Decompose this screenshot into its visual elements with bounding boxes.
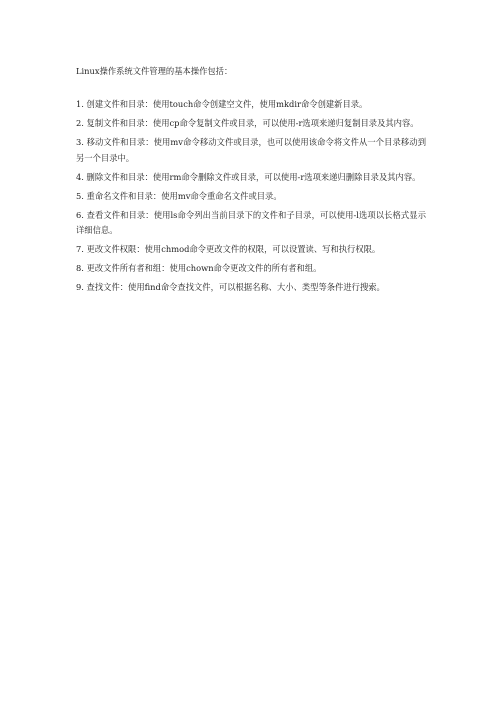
list-item-find: 9. 查找文件：使用find命令查找文件，可以根据名称、大小、类型等条件进行搜索。: [76, 282, 385, 292]
list-item-delete: 4. 删除文件和目录：使用rm命令删除文件或目录，可以使用-r选项来递归删除目录及其内容。: [76, 171, 421, 182]
document-body: [76, 64, 426, 299]
list-item-create: 1. 创建文件和目录：使用touch命令创建空文件，使用mkdir命令创建新目录。: [76, 99, 368, 109]
list-item-copy: 2. 复制文件和目录：使用cp命令复制文件或目录，可以使用-r选项来递归复制目录及其内容。: [76, 118, 419, 128]
intro-paragraph: Linux操作系统文件管理的基本操作包括：: [76, 66, 233, 76]
list-item-chown: 8. 更改文件所有者和组：使用chown命令更改文件的所有者和组。: [76, 263, 322, 273]
list-item-chmod: 7. 更改文件权限：使用chmod命令更改文件的权限，可以设置读、写和执行权限。: [76, 244, 381, 254]
list-item-move: 3. 移动文件和目录：使用mv命令移动文件或目录，也可以使用该命令将文件从一个目录移动到另一个目录中。: [76, 137, 426, 163]
list-item-rename: 5. 重命名文件和目录：使用mv命令重命名文件或目录。: [76, 190, 282, 201]
list-item-view: 6. 查看文件和目录：使用ls命令列出当前目录下的文件和子目录，可以使用-l选项以长格式显示详细信息。: [76, 209, 426, 235]
